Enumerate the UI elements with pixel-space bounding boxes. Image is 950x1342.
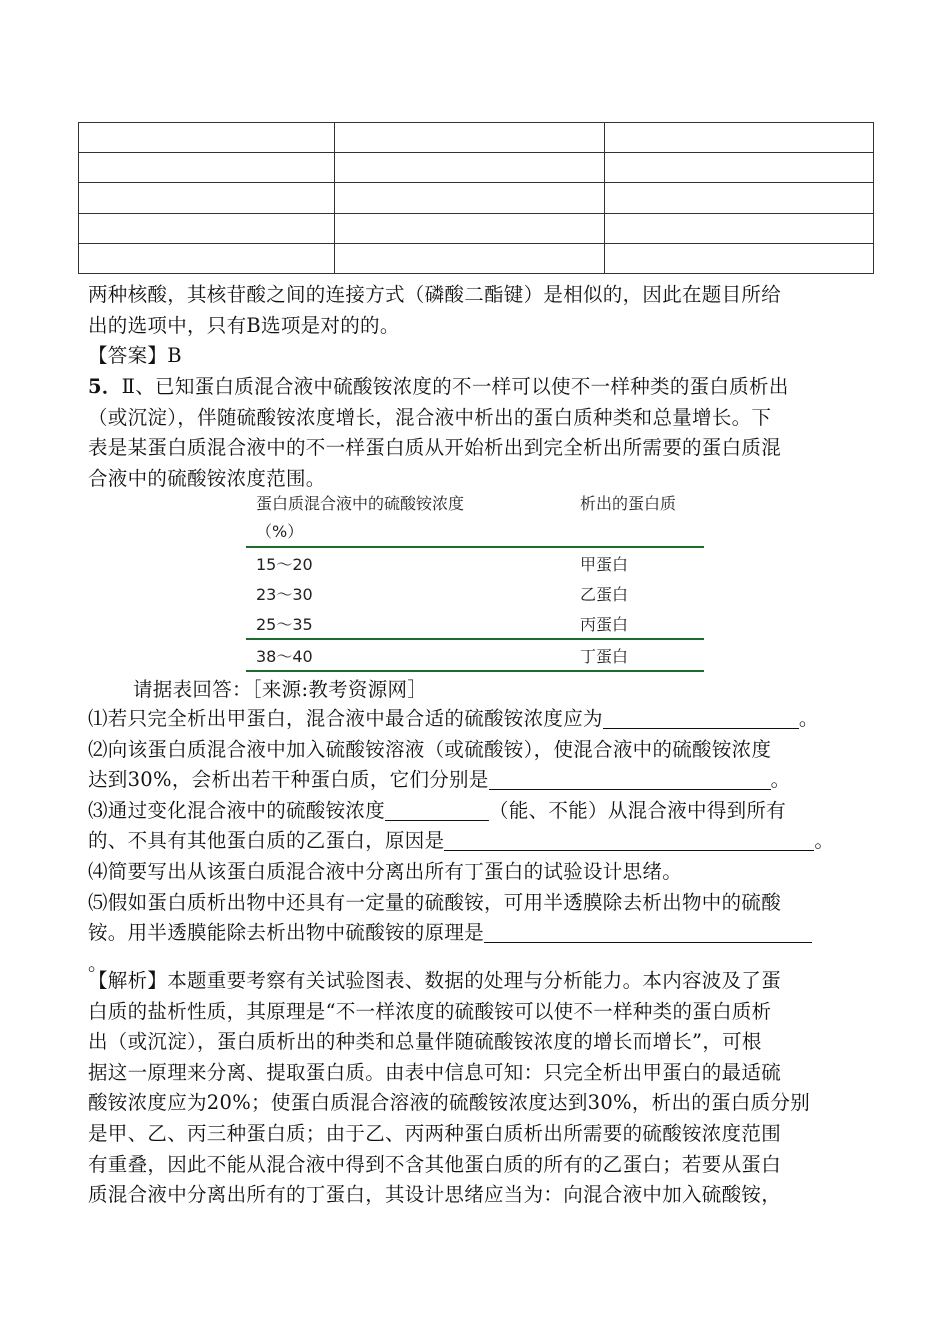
answer-blank[interactable]: [489, 767, 771, 790]
q4: ⑷简要写出从该蛋白质混合液中分离出所有丁蛋白的试验设计思绪。: [88, 859, 683, 883]
cell-range: 23～30: [256, 584, 313, 604]
table-header-row: [246, 486, 704, 547]
answer-blank[interactable]: [444, 828, 814, 851]
header-protein: 析出的蛋白质: [570, 486, 704, 547]
analysis-line: 白质的盐析性质，其原理是“不一样浓度的硫酸铵可以使不一样种类的蛋白质析: [88, 999, 772, 1023]
table-row: [79, 153, 874, 183]
prev-answer-line: 两种核酸，其核苷酸之间的连接方式（磷酸二酯键）是相似的，因此在题目所给: [88, 283, 782, 306]
q1: ⑴若只完全析出甲蛋白，混合液中最合适的硫酸铵浓度应为 。: [88, 707, 819, 730]
q5: 铵。用半透膜能除去析出物中硫酸铵的原理是: [88, 918, 868, 949]
cell-protein: 乙蛋白: [580, 584, 629, 604]
answer-blank[interactable]: [385, 798, 489, 821]
table-row: [246, 639, 704, 671]
intro-line: 合液中的硫酸铵浓度范围。: [88, 466, 326, 490]
intro-line: （或沉淀），伴随硫酸铵浓度增长，混合液中析出的蛋白质种类和总量增长。下: [88, 405, 772, 429]
table-row: [246, 578, 704, 608]
analysis-line: 【解析】本题重要考察有关试验图表、数据的处理与分析能力。本内容波及了蛋: [88, 969, 782, 992]
cell-protein: 丙蛋白: [570, 608, 704, 639]
table-row: [79, 213, 874, 243]
q2-line: ⑵向该蛋白质混合液中加入硫酸铵溶液（或硫酸铵），使混合液中的硫酸铵浓度: [88, 737, 772, 761]
q5-period: 。: [88, 951, 108, 975]
table-row: [79, 243, 874, 273]
question-intro: [88, 372, 868, 494]
analysis-line: 酸铵浓度应为20%；使蛋白质混合溶液的硫酸铵浓度达到30%，析出的蛋白质分别: [88, 1091, 811, 1115]
prev-answer-line: 出的选项中，只有B选项是对的的。: [88, 313, 400, 337]
answer-blank[interactable]: [603, 706, 799, 729]
analysis-line: 据这一原理来分离、提取蛋白质。由表中信息可知：只完全析出甲蛋白的最适硫: [88, 1060, 782, 1084]
sub-questions: [88, 704, 868, 979]
prev-answer-text: [88, 280, 868, 372]
answer-label: 【答案】B: [88, 344, 182, 368]
q2: 达到30%，会析出若干种蛋白质，它们分别是 。: [88, 768, 791, 792]
answer-blank[interactable]: [484, 920, 812, 943]
analysis-text: [88, 966, 868, 1211]
intro-line: 表是某蛋白质混合液中的不一样蛋白质从开始析出到完全析出所需要的蛋白质混: [88, 436, 782, 460]
ammonium-sulfate-table: [246, 486, 704, 672]
q5-line: ⑸假如蛋白质析出物中还具有一定量的硫酸铵，可用半透膜除去析出物中的硫酸: [88, 890, 782, 914]
q3-line: 的、不具有其他蛋白质的乙蛋白，原因是 。: [88, 829, 835, 853]
cell-protein: 甲蛋白: [580, 554, 629, 574]
table-row: [246, 608, 704, 639]
table-row: [79, 183, 874, 213]
cell-protein: 丁蛋白: [570, 639, 704, 671]
cell-range: 25～35: [246, 608, 570, 639]
table-row: [246, 547, 704, 578]
analysis-line: 是甲、乙、丙三种蛋白质；由于乙、丙两种蛋白质析出所需要的硫酸铵浓度范围: [88, 1121, 782, 1145]
empty-grid-table: [78, 122, 874, 274]
q3: ⑶通过变化混合液中的硫酸铵浓度 （能、不能）从混合液中得到所有: [88, 798, 787, 822]
question-number: 5．: [88, 375, 122, 398]
header-concentration: 蛋白质混合液中的硫酸铵浓度 （%）: [246, 486, 570, 547]
analysis-line: 有重叠，因此不能从混合液中得到不含其他蛋白质的所有的乙蛋白；若要从蛋白: [88, 1152, 782, 1176]
cell-range: 38～40: [246, 639, 570, 671]
analysis-line: 出（或沉淀），蛋白质析出的种类和总量伴随硫酸铵浓度的增长而增长”，可根: [88, 1030, 762, 1054]
table-row: [79, 123, 874, 153]
analysis-line: 质混合液中分离出所有的丁蛋白，其设计思绪应当为：向混合液中加入硫酸铵，: [88, 1183, 782, 1207]
intro-line: Ⅱ、已知蛋白质混合液中硫酸铵浓度的不一样可以使不一样种类的蛋白质析出: [121, 375, 789, 398]
cell-range: 15～20: [256, 554, 313, 574]
prompt-text: 请据表回答：［来源:教考资源网］: [133, 678, 428, 701]
